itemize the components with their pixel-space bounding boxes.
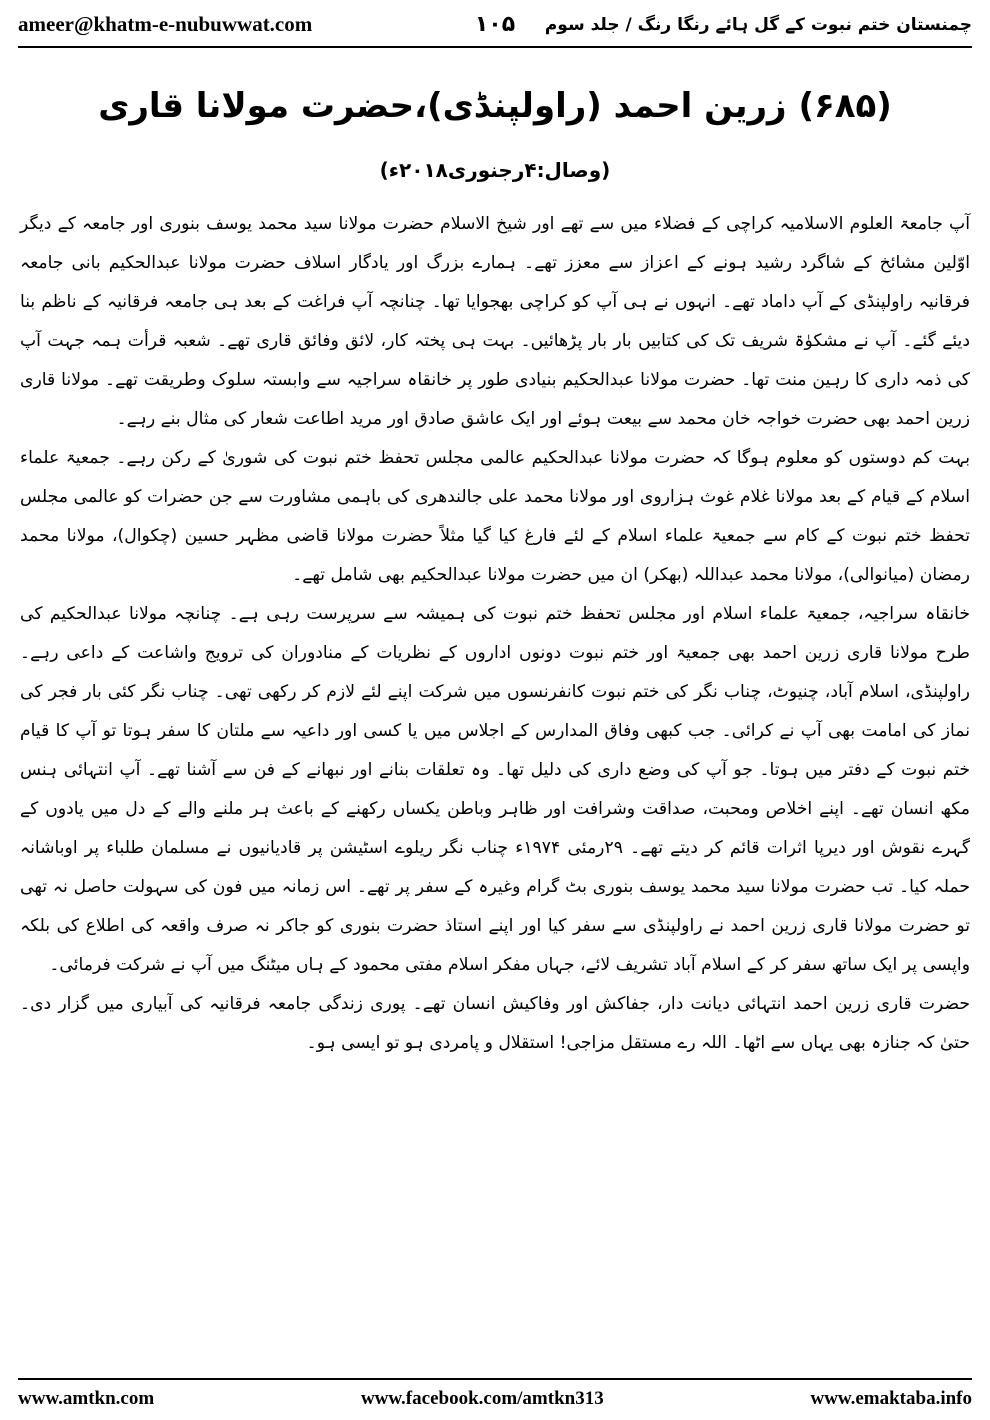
article-title: (۶۸۵) زرین احمد (راولپنڈی)،حضرت مولانا قاری — [98, 86, 892, 126]
page-header — [18, 8, 972, 40]
paragraph: حضرت قاری زرین احمد انتہائی دیانت دار، جفاکش اور وفاکیش انسان تھے۔ پوری زندگی جامعہ فرقانیہ کی آبیاری میں گزار دی۔ حتیٰ کہ جنازہ بھی یہاں سے اٹھا۔ اللہ رے مستقل مزاجی! استقلال و پامردی ہو تو ایسی ہو۔ — [20, 994, 970, 1053]
article-body — [20, 205, 970, 1063]
paragraph: بہت کم دوستوں کو معلوم ہوگا کہ حضرت مولانا عبدالحکیم عالمی مجلس تحفظ ختم نبوت کی شوریٰ کے رکن رہے۔ جمعیۃ علماء اسلام کے قیام کے بعد مولانا غلام غوث ہزاروی اور مولانا محمد علی جالندھری کی باہمی مشاورت سے جن حضرات کو عالمی مجلس تحفظ ختم نبوت کے کام سے جمعیۃ علماء اسلام کے لئے فارغ کیا گیا مثلاً حضرت مولانا قاضی مظہر حسین (چکوال)، مولانا محمد رمضان (میانوالی)، مولانا محمد عبداللہ (بھکر) ان میں حضرت مولانا عبدالحکیم بھی شامل تھے۔ — [20, 448, 970, 585]
paragraph: آپ جامعۃ العلوم الاسلامیہ کراچی کے فضلاء میں سے تھے اور شیخ الاسلام حضرت مولانا سید محمد یوسف بنوری اور جامعہ کے دیگر اوّلین مشائخ کے شاگرد رشید ہونے کے اعزاز سے معزز تھے۔ ہمارے بزرگ اور یادگار اسلاف حضرت مولانا عبدالحکیم بانی جامعہ فرقانیہ راولپنڈی کے آپ داماد تھے۔ انہوں نے ہی آپ کو کراچی بھجوایا تھا۔ چنانچہ آپ فراغت کے بعد ہی جامعہ فرقانیہ کے ناظم بنا دیئے گئے۔ آپ نے مشکوٰۃ شریف تک کی کتابیں بار بار پڑھائیں۔ بہت ہی پختہ کار، لائق وفائق قاری تھے۔ شعبہ قرأت ہمہ جہت آپ کی ذمہ داری کا رہین منت تھا۔ حضرت مولانا عبدالحکیم بنیادی طور پر خانقاہ سراجیہ سے وابستہ سلوک وطریقت تھے۔ مولانا قاری زرین احمد بھی حضرت خواجہ خان محمد سے بیعت ہوئے اور ایک عاشق صادق اور مرید اطاعت شعار کی مثال بنے رہے۔ — [20, 214, 970, 429]
header-email: ameer@khatm-e-nubuwwat.com — [18, 11, 313, 36]
footer-link-facebook[interactable]: www.facebook.com/amtkn313 — [360, 1388, 604, 1409]
page-number: ۱۰۵ — [474, 11, 516, 37]
header-rule — [18, 46, 972, 48]
footer-link-amtkn[interactable]: www.amtkn.com — [18, 1388, 155, 1409]
book-title: چمنستان ختم نبوت کے گل ہائے رنگا رنگ / جلد سوم — [544, 14, 972, 35]
footer-rule — [18, 1378, 972, 1380]
article-subtitle: (وصال:۴رجنوری۲۰۱۸ء) — [379, 158, 611, 182]
footer-link-emaktaba[interactable]: www.emaktaba.info — [810, 1388, 972, 1409]
paragraph: خانقاہ سراجیہ، جمعیۃ علماء اسلام اور مجلس تحفظ ختم نبوت کی ہمیشہ سے سرپرست رہی ہے۔ چنانچہ مولانا عبدالحکیم کی طرح مولانا قاری زرین احمد بھی جمعیۃ اور ختم نبوت دونوں اداروں کے نظریات کے منادوران کی ترویج واشاعت کے داعی رہے۔ راولپنڈی، اسلام آباد، چنیوٹ، چناب نگر کی ختم نبوت کانفرنسوں میں شرکت اپنے لئے لازم کر رکھی تھی۔ چناب نگر کئی بار فجر کی نماز کی امامت بھی آپ نے کرائی۔ جب کبھی وفاق المدارس کے اجلاس میں یا کسی اور داعیہ سے ملتان کا سفر ہوتا تو آپ کا قیام ختم نبوت کے دفتر میں ہوتا۔ جو آپ کی وضع داری کی دلیل تھا۔ وہ تعلقات بنانے اور نبھانے کے فن سے آشنا تھے۔ آپ انتہائی ہنس مکھ انسان تھے۔ اپنے اخلاص ومحبت، صداقت وشرافت اور ظاہر وباطن یکساں رکھنے کے باعث ہر ملنے والے کے دل میں یادوں کے گہرے نقوش اور دیرپا اثرات قائم کر دیتے تھے۔ ۲۹رمئی ۱۹۷۴ء چناب نگر ریلوے اسٹیشن پر قادیانیوں نے مسلمان طلباء پر اوباشانہ حملہ کیا۔ تب حضرت مولانا سید محمد یوسف بنوری بٹ گرام وغیرہ کے سفر پر تھے۔ اس زمانہ میں فون کی سہولت حاصل نہ تھی تو حضرت مولانا قاری زرین احمد نے راولپنڈی سے سفر کیا اور اپنے استاذ حضرت بنوری کو جاکر نہ صرف واقعہ کی اطلاع کی بلکہ واپسی پر ایک ساتھ سفر کر کے اسلام آباد تشریف لائے، جہاں مفکر اسلام مفتی محمود کے ہاں میٹنگ میں آپ نے شرکت فرمائی۔ — [20, 604, 971, 975]
page-footer — [18, 1386, 972, 1412]
